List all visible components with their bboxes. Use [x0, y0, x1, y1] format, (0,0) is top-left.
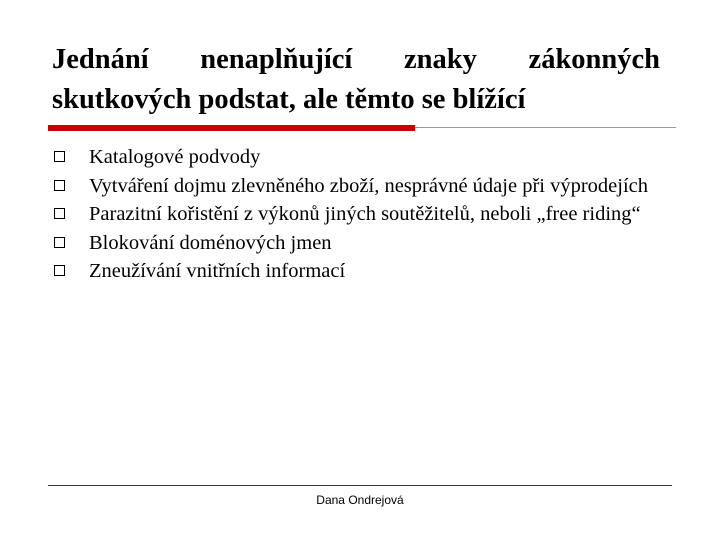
bullet-list [52, 143, 662, 286]
bullet-item [52, 143, 662, 172]
checkbox-bullet-icon [54, 237, 65, 248]
bullet-text: Zneužívání vnitřních informací [89, 260, 346, 282]
checkbox-bullet-icon [54, 151, 65, 162]
bullet-text: Vytváření dojmu zlevněného zboží, nesprávné údaje při výprodejích [89, 174, 649, 197]
bullet-item [52, 172, 662, 201]
bullet-text: Blokování doménových jmen [89, 231, 332, 254]
bullet-item [52, 257, 662, 286]
bullet-text: Parazitní kořistění z výkonů jiných soutěžitelů, neboli „free riding“ [89, 203, 641, 225]
checkbox-bullet-icon [54, 208, 65, 219]
bullet-text: Katalogové podvody [89, 146, 261, 168]
footer-author: Dana Ondrejová [316, 493, 404, 507]
footer-divider-line [48, 485, 672, 486]
checkbox-bullet-icon [54, 180, 65, 191]
title-divider-line [415, 127, 676, 128]
checkbox-bullet-icon [54, 265, 65, 276]
bullet-item [52, 229, 662, 258]
slide-title: Jednání nenaplňující znaky zákonných skutkových podstat, ale těmto se blížící [52, 44, 660, 115]
title-accent-rule [48, 125, 415, 131]
bullet-item [52, 200, 662, 229]
